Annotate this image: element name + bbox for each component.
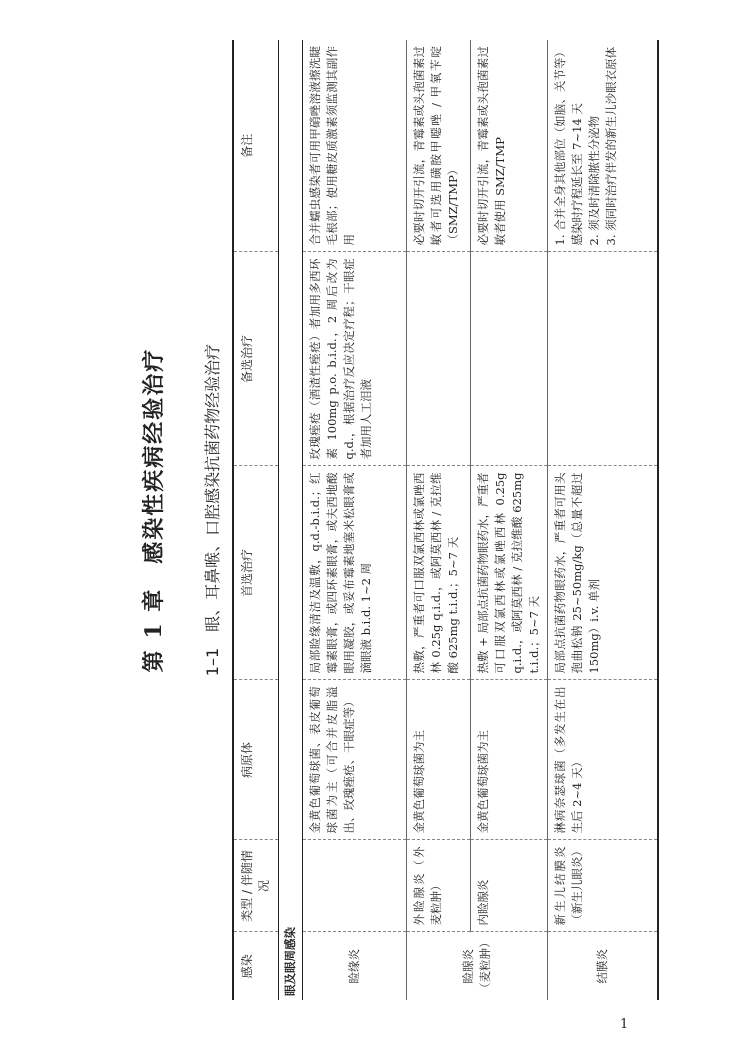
header-first-line: 首选治疗 xyxy=(233,466,279,680)
table-row xyxy=(471,40,548,1000)
cell-first-line: 局部点抗菌药物眼药水，严重者可用头孢曲松钠 25~50mg/kg（总量不超过 150mg）i.v. 单剂 xyxy=(548,466,658,680)
cell-first-line: 热敷，严重者可口服双氯西林或氯唑西林 0.25g q.i.d.，或阿莫西林 / 克拉维酸 625mg t.i.d.；5~7 天 xyxy=(407,466,471,680)
note-line: 1. 合并全身其他部位（如脑、关节等）感染时疗程延长至 7~14 天 xyxy=(553,46,584,246)
cell-alternative: 玫瑰痤疮（酒渣性痤疮）者加用多西环素 100mg p.o. b.i.d.，2 周后改为 q.d.，根据治疗反应决定疗程；干眼症者加用人工泪液 xyxy=(303,252,407,466)
cell-pathogen: 金黄色葡萄球菌为主 xyxy=(407,680,471,840)
cell-pathogen: 金黄色葡萄球菌、表皮葡萄球菌为主（可合并皮脂溢出、玫瑰痤疮、干眼症等） xyxy=(303,680,407,840)
header-type: 类型 / 伴随情况 xyxy=(233,840,279,932)
section-label: 眼及眼周感染 xyxy=(279,40,303,1000)
note-line: 必要时切开引流，青霉素或头孢菌素过敏者可选用磺胺甲噁唑 / 甲氧苄啶（SMZ/TMP） xyxy=(412,46,460,246)
cell-pathogen: 淋病奈瑟球菌（多发生在出生后 2~4 天） xyxy=(548,680,658,840)
table-row xyxy=(548,40,658,1000)
cell-infection: 睑腺炎（麦粒肿） xyxy=(407,932,548,1000)
cell-first-line: 热敷 + 局部点抗菌药物眼药水，严重者可口服双氯西林或氯唑西林 0.25g q.i.d.，或阿莫西林 / 克拉维酸 625mg t.i.d.；5~7 天 xyxy=(471,466,548,680)
table-header-row xyxy=(233,40,279,1000)
table-row xyxy=(303,40,407,1000)
cell-type: 新生儿结膜炎（新生儿眼炎） xyxy=(548,840,658,932)
header-infection: 感染 xyxy=(233,932,279,1000)
cell-alternative xyxy=(548,252,658,466)
cell-alternative xyxy=(407,252,471,466)
page-number: 1 xyxy=(620,1017,629,1032)
antibiotic-table xyxy=(232,40,659,1000)
table-title: 1–1 眼、耳鼻喉、口腔感染抗菌药物经验治疗 xyxy=(203,343,222,677)
chapter-title: 第 1 章 感染性疾病经验治疗 xyxy=(141,347,167,673)
cell-type: 外睑腺炎（外麦粒肿） xyxy=(407,840,471,932)
cell-notes xyxy=(471,40,548,252)
cell-notes xyxy=(303,40,407,252)
header-notes: 备注 xyxy=(233,40,279,252)
cell-type xyxy=(303,840,407,932)
rotated-page-content xyxy=(40,10,680,1010)
cell-notes xyxy=(548,40,658,252)
table-row xyxy=(407,40,471,1000)
note-line: 3. 须同时治疗伴发的新生儿沙眼衣原体 xyxy=(604,46,618,246)
cell-infection: 睑缘炎 xyxy=(303,932,407,1000)
note-line: 2. 须及时清除脓性分泌物 xyxy=(587,115,601,246)
cell-notes xyxy=(407,40,471,252)
header-alternative: 备选治疗 xyxy=(233,252,279,466)
cell-infection: 结膜炎 xyxy=(548,932,658,1000)
note-line: 必要时切开引流，青霉素或头孢菌素过敏者使用 SMZ/TMP xyxy=(476,46,507,246)
cell-pathogen: 金黄色葡萄球菌为主 xyxy=(471,680,548,840)
section-row xyxy=(279,40,303,1000)
cell-alternative xyxy=(471,252,548,466)
header-pathogen: 病原体 xyxy=(233,680,279,840)
cell-type: 内睑腺炎 xyxy=(471,840,548,932)
cell-first-line: 局部睑缘清洁及温敷，q.d.-b.i.d.；红霉素眼膏，或四环素眼膏，或夫西地酸眼用凝胶，或妥布霉素地塞米松眼膏或滴眼液 b.i.d. 1~2 周 xyxy=(303,466,407,680)
note-line: 合并蠕虫感染者可用甲硝唑溶液擦洗睫毛根部；使用糖皮质激素须监测其副作用 xyxy=(308,46,356,246)
